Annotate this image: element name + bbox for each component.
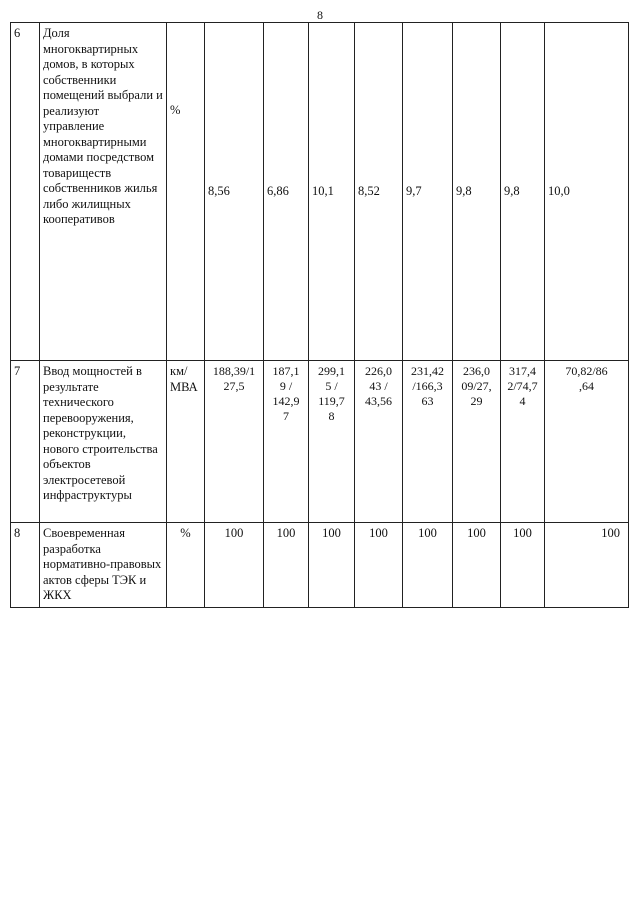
unit-cell: % [167,23,205,361]
indicator-name: Ввод мощностей в результате технического перевооружения, реконструкции, нового строительства объектов электросетевой инфраструктуры [40,361,167,523]
value-cell: 317,4 2/74,7 4 [501,361,545,523]
indicator-name: Доля многоквартирных домов, в которых собственники помещений выбрали и реализуют управление многоквартирными домами посредством товариществ собственников жилья либо жилищных кооперативов [40,23,167,361]
value-cell: 231,42 /166,3 63 [403,361,453,523]
value-cell: 100 [403,523,453,608]
value-cell: 226,0 43 / 43,56 [355,361,403,523]
table-row [11,361,629,523]
value-cell: 8,56 [205,23,264,361]
value-cell: 70,82/86 ,64 [545,361,629,523]
row-number: 6 [11,23,40,361]
value-cell: 187,1 9 / 142,9 7 [264,361,309,523]
value-cell: 9,7 [403,23,453,361]
unit-cell: % [167,523,205,608]
value-cell: 100 [309,523,355,608]
value-cell: 100 [501,523,545,608]
indicators-table [10,22,629,608]
value-cell: 100 [355,523,403,608]
value-cell: 100 [453,523,501,608]
table-row [11,523,629,608]
value-cell: 9,8 [453,23,501,361]
row-number: 8 [11,523,40,608]
value-cell: 100 [264,523,309,608]
value-cell: 9,8 [501,23,545,361]
value-cell: 100 [545,523,629,608]
value-cell: 6,86 [264,23,309,361]
value-cell: 188,39/1 27,5 [205,361,264,523]
value-cell: 10,1 [309,23,355,361]
page-number: 8 [317,8,323,22]
indicator-name: Своевременная разработка нормативно-правовых актов сферы ТЭК и ЖКХ [40,523,167,608]
value-cell: 299,1 5 / 119,7 8 [309,361,355,523]
value-cell: 100 [205,523,264,608]
value-cell: 236,0 09/27, 29 [453,361,501,523]
value-cell: 10,0 [545,23,629,361]
unit-cell: км/ МВА [167,361,205,523]
row-number: 7 [11,361,40,523]
table-row [11,23,629,361]
value-cell: 8,52 [355,23,403,361]
